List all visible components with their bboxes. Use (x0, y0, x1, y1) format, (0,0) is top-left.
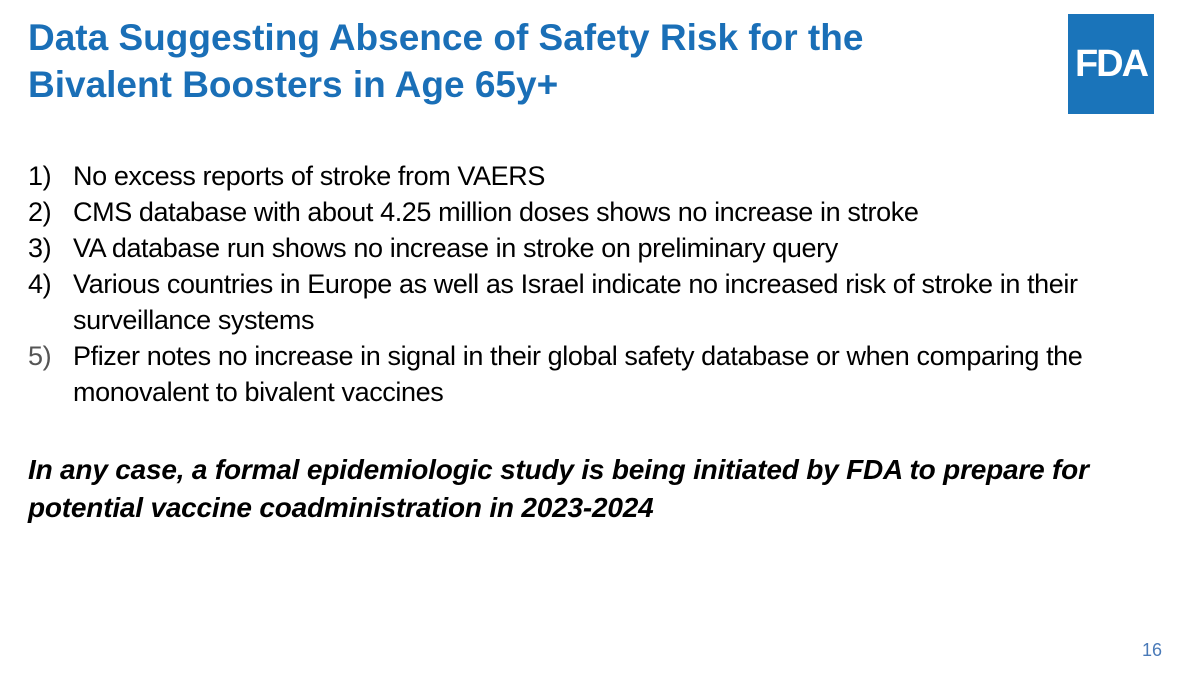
finding-number: 3) (28, 233, 52, 263)
page-number: 16 (1141, 640, 1162, 660)
finding-number: 5) (28, 341, 52, 371)
finding-item (28, 266, 1193, 338)
fda-logo-text: FDA (1074, 42, 1148, 85)
finding-item (28, 194, 1193, 230)
finding-text: CMS database with about 4.25 million doses shows no increase in stroke (73, 197, 919, 227)
slide-title-line: Bivalent Boosters in Age 65y+ (28, 64, 559, 105)
finding-text: VA database run shows no increase in stroke on preliminary query (73, 233, 838, 263)
finding-number: 1) (28, 161, 52, 191)
finding-number: 4) (28, 269, 52, 299)
finding-item (28, 158, 1193, 194)
finding-number: 2) (28, 197, 52, 227)
finding-item (28, 338, 1193, 410)
finding-text: Various countries in Europe as well as Israel indicate no increased risk of stroke in their surveillance systems (73, 269, 1078, 335)
slide-title-line: Data Suggesting Absence of Safety Risk for the (28, 17, 864, 58)
finding-text: Pfizer notes no increase in signal in their global safety database or when comparing the monovalent to bivalent vaccines (73, 341, 1083, 407)
finding-text: No excess reports of stroke from VAERS (73, 161, 545, 191)
findings-list (28, 158, 1193, 410)
conclusion-statement: In any case, a formal epidemiologic study is being initiated by FDA to prepare for potential vaccine coadministration in 2023-2024 (28, 454, 1089, 523)
slide-title (28, 14, 1038, 108)
fda-logo (1068, 14, 1154, 114)
finding-item (28, 230, 1193, 266)
